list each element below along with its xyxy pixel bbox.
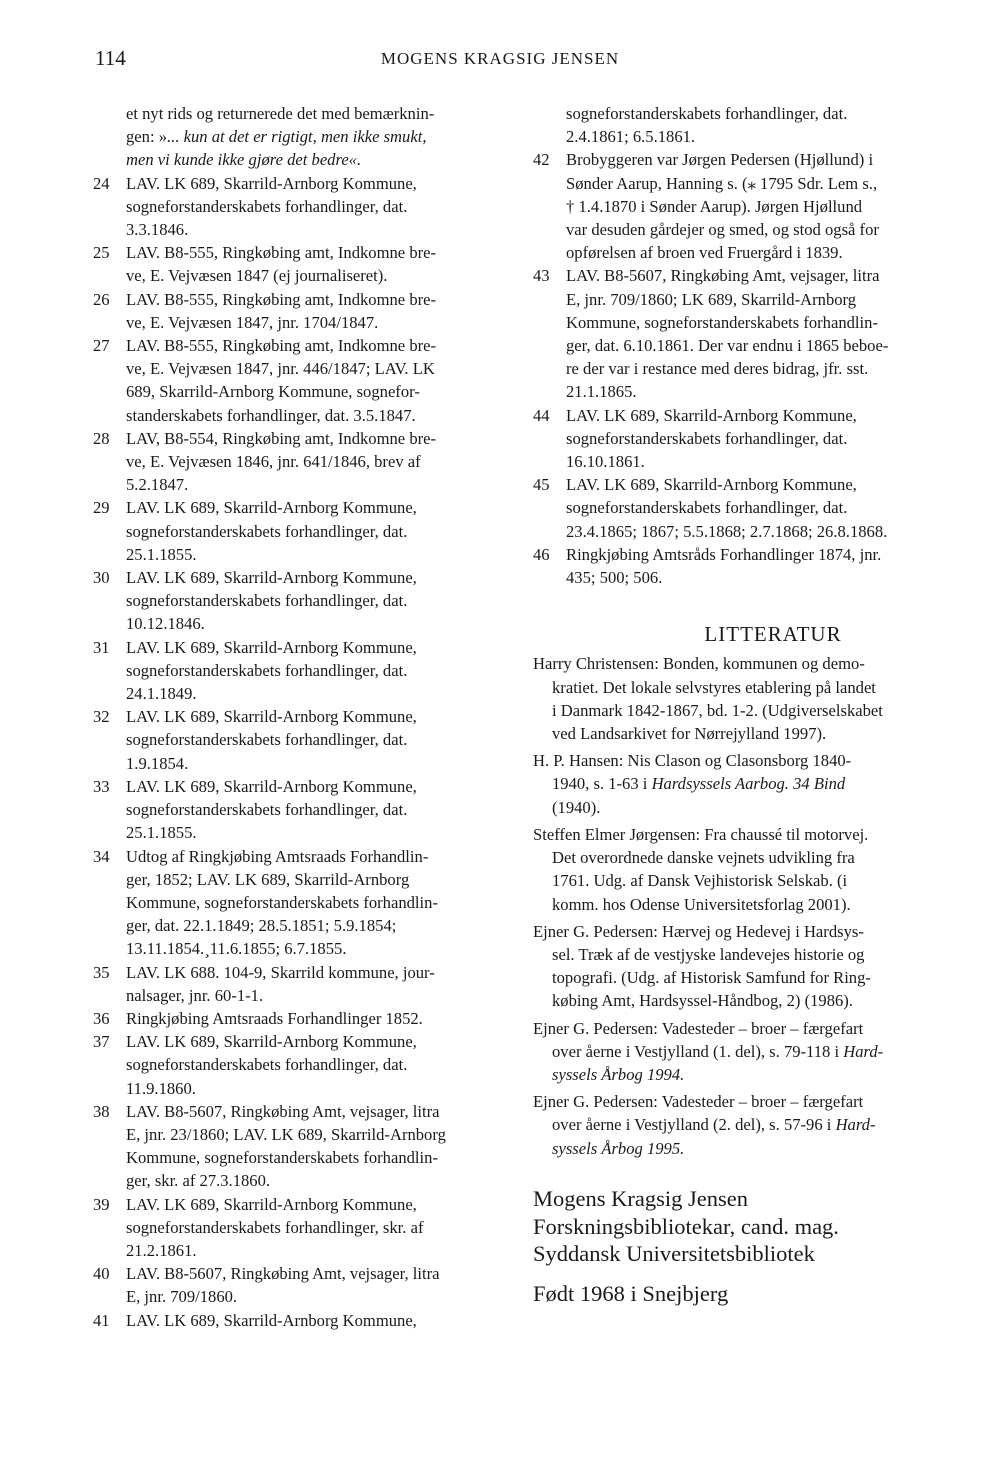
literature-entry: Harry Christensen: Bonden, kommunen og demo- kratiet. Det lokale selvstyres etablering på landet i Danmark 1842-1867, bd. 1-2. (Udgiverselskabet ved Landsarkivet for Nørrejylland 1997). xyxy=(533,654,883,744)
footnote-text: LAV. LK 689, Skarrild-Arnborg Kommune, sogneforstanderskabets forhandlinger, dat. 11.9.1860. xyxy=(126,1032,417,1098)
literature-entry: Ejner G. Pedersen: Hærvej og Hedevej i Hardsys- sel. Træk af de vestjyske landevejes historie og topografi. (Udg. af Historisk Samfund for Ring- købing Amt, Hardsyssel-Håndbog, 2) (1986). xyxy=(533,921,871,1011)
footnote-number: 24 xyxy=(93,173,110,193)
footnote-number: 31 xyxy=(93,637,110,657)
footnote-text: LAV. LK 689, Skarrild-Arnborg Kommune, sogneforstanderskabets forhandlinger, dat. 1.9.1854. xyxy=(126,707,417,773)
running-head: MOGENS KRAGSIG JENSEN xyxy=(380,49,620,68)
footnote-number: 46 xyxy=(533,544,550,564)
footnote-number: 45 xyxy=(533,475,550,495)
footnote-number: 36 xyxy=(93,1008,110,1028)
footnote xyxy=(93,636,503,706)
footnote xyxy=(533,404,953,474)
footnote xyxy=(93,496,503,566)
literature-heading: LITTERATUR xyxy=(704,622,842,647)
footnote-text: Ringkjøbing Amtsråds Forhandlinger 1874, jnr. 435; 500; 506. xyxy=(566,544,882,588)
footnote-text: LAV. LK 689, Skarrild-Arnborg Kommune, sogneforstanderskabets forhandlinger, dat. 25.1.1855. xyxy=(126,498,417,564)
footnote-number: 29 xyxy=(93,498,110,518)
footnote-number: 30 xyxy=(93,568,110,588)
footnote-number: 34 xyxy=(93,846,110,866)
footnote xyxy=(93,845,503,961)
footnote-number: 41 xyxy=(93,1310,110,1330)
footnote-text: LAV. B8-555, Ringkøbing amt, Indkomne bre- ve, E. Vejvæsen 1847 (ej journaliseret). xyxy=(126,243,437,286)
author-born: Født 1968 i Snejbjerg xyxy=(533,1280,729,1306)
note-continuation: et nyt rids og returnerede det med bemærknin- gen: »... kun at det er rigtigt, men ikke smukt, men vi kunde ikke gjøre det bedre«. xyxy=(126,104,435,170)
footnote-number: 39 xyxy=(93,1194,110,1214)
author-title: Forskningsbibliotekar, cand. mag. xyxy=(533,1213,839,1239)
author-institution: Syddansk Universitetsbibliotek xyxy=(533,1241,815,1266)
footnote-number: 42 xyxy=(533,150,550,170)
footnote-text: LAV. LK 689, Skarrild-Arnborg Kommune, sogneforstanderskabets forhandlinger, dat. 3.3.1846. xyxy=(126,173,417,240)
right-column xyxy=(533,102,953,1164)
footnote-text: LAV. LK 689, Skarrild-Arnborg Kommune, sogneforstanderskabets forhandlinger, dat. 16.10.1861. xyxy=(566,405,857,472)
footnote-text: LAV. B8-555, Ringkøbing amt, Indkomne bre- ve, E. Vejvæsen 1847, jnr. 446/1847; LAV. LK 689, Skarrild-Arnborg Kommune, sognefor- standerskabets forhandlinger, dat. 3.5.1847. xyxy=(126,336,437,425)
footnote xyxy=(533,473,953,543)
author-signature xyxy=(533,1185,839,1307)
footnote xyxy=(93,172,503,242)
footnote-number: 37 xyxy=(93,1032,110,1052)
footnote-text: Brobyggeren var Jørgen Pedersen (Hjøllund) i Sønder Aarup, Hanning s. (⁎ 1795 Sdr. Lem s., † 1.4.1870 i Sønder Aarup). Jørgen Hjøllund var desuden gårdejer og smed, og stod også for opførelsen af broen ved Fruergård i 1839. xyxy=(566,150,879,263)
footnote xyxy=(93,334,503,427)
footnote-text: LAV. B8-5607, Ringkøbing Amt, vejsager, litra E, jnr. 709/1860. xyxy=(126,1264,440,1307)
right-notes-list xyxy=(533,148,953,589)
footnote-text: LAV. LK 689, Skarrild-Arnborg Kommune, sogneforstanderskabets forhandlinger, dat. 10.12.1846. xyxy=(126,568,417,634)
footnote-text: LAV. B8-5607, Ringkøbing Amt, vejsager, litra E, jnr. 709/1860; LK 689, Skarrild-Arnborg Kommune, sogneforstanderskabets forhandlin- ger, dat. 6.10.1861. Der var endnu i 1865 beboe- re der var i restance med deres bidrag, jfr. sst. 21.1.1865. xyxy=(566,266,889,402)
footnote-number: 25 xyxy=(93,243,110,263)
footnote xyxy=(93,1030,503,1100)
footnote-number: 44 xyxy=(533,405,550,425)
footnote xyxy=(93,427,503,497)
left-column xyxy=(93,102,503,1332)
footnote-number: 35 xyxy=(93,962,110,982)
footnote-text: LAV. LK 688. 104-9, Skarrild kommune, jour- nalsager, jnr. 60-1-1. xyxy=(126,962,435,1005)
footnote-text: LAV. B8-555, Ringkøbing amt, Indkomne bre- ve, E. Vejvæsen 1847, jnr. 1704/1847. xyxy=(126,289,437,332)
footnote-number: 32 xyxy=(93,707,110,727)
footnote-text: Udtog af Ringkjøbing Amtsraads Forhandlin- ger, 1852; LAV. LK 689, Skarrild-Arnborg Kommune, sogneforstanderskabets forhandlin- ger, dat. 22.1.1849; 28.5.1851; 5.9.1854; 13.11.1854.¸11.6.1855; 6.7.1855. xyxy=(126,846,438,959)
footnote xyxy=(93,1100,503,1193)
literature-entry: Ejner G. Pedersen: Vadesteder – broer – færgefart over åerne i Vestjylland (2. del), s. 57-96 i Hard- syssels Årbog 1995. xyxy=(533,1092,876,1158)
footnote xyxy=(93,1262,503,1308)
literature-entry: Steffen Elmer Jørgensen: Fra chaussé til motorvej. Det overordnede danske vejnets udvikling fra 1761. Udg. af Dansk Vejhistorisk Selskab. (i komm. hos Odense Universitetsforlag 2001). xyxy=(533,824,869,914)
footnote xyxy=(93,961,503,1007)
left-notes-list xyxy=(93,172,503,1332)
footnote-number: 43 xyxy=(533,266,550,286)
footnote-text: LAV. B8-5607, Ringkøbing Amt, vejsager, litra E, jnr. 23/1860; LAV. LK 689, Skarrild-Arnborg Kommune, sogneforstanderskabets forhandlin- ger, skr. af 27.3.1860. xyxy=(126,1101,446,1191)
footnote-text: LAV. LK 689, Skarrild-Arnborg Kommune, xyxy=(126,1310,417,1330)
footnote xyxy=(93,775,503,845)
footnote-text: LAV. LK 689, Skarrild-Arnborg Kommune, sogneforstanderskabets forhandlinger, dat. 25.1.1855. xyxy=(126,776,417,843)
footnote xyxy=(93,705,503,775)
literature-entry: H. P. Hansen: Nis Clason og Clasonsborg 1840- 1940, s. 1-63 i Hardsyssels Aarbog. 34 Bind (1940). xyxy=(533,751,852,817)
footnote-number: 33 xyxy=(93,776,110,796)
footnote xyxy=(533,543,953,589)
footnote-number: 27 xyxy=(93,336,110,356)
footnote xyxy=(93,1309,503,1332)
footnote-text: LAV. LK 689, Skarrild-Arnborg Kommune, sogneforstanderskabets forhandlinger, dat. 24.1.1849. xyxy=(126,637,417,704)
footnote-text: LAV. LK 689, Skarrild-Arnborg Kommune, sogneforstanderskabets forhandlinger, skr. af 21.2.1861. xyxy=(126,1194,424,1260)
footnote xyxy=(93,1193,503,1263)
footnote xyxy=(93,288,503,334)
author-name: Mogens Kragsig Jensen xyxy=(533,1186,748,1211)
footnote xyxy=(93,566,503,636)
footnote-number: 38 xyxy=(93,1101,110,1121)
footnote-number: 40 xyxy=(93,1264,110,1284)
footnote-number: 28 xyxy=(93,428,110,448)
footnote-text: LAV. LK 689, Skarrild-Arnborg Kommune, sogneforstanderskabets forhandlinger, dat. 23.4.1865; 1867; 5.5.1868; 2.7.1868; 26.8.1868. xyxy=(566,475,888,541)
footnote-text: Ringkjøbing Amtsraads Forhandlinger 1852. xyxy=(126,1008,423,1028)
note-continuation: sogneforstanderskabets forhandlinger, dat. 2.4.1861; 6.5.1861. xyxy=(566,104,848,147)
footnote xyxy=(93,241,503,287)
footnote xyxy=(93,1007,503,1030)
footnote-number: 26 xyxy=(93,289,110,309)
footnote xyxy=(533,264,953,403)
literature-entry: Ejner G. Pedersen: Vadesteder – broer – færgefart over åerne i Vestjylland (1. del), s. 79-118 i Hard- syssels Årbog 1994. xyxy=(533,1018,884,1084)
page-number: 114 xyxy=(95,46,126,70)
footnote xyxy=(533,148,953,264)
footnote-text: LAV, B8-554, Ringkøbing amt, Indkomne bre- ve, E. Vejvæsen 1846, jnr. 641/1846, brev af 5.2.1847. xyxy=(126,428,437,495)
